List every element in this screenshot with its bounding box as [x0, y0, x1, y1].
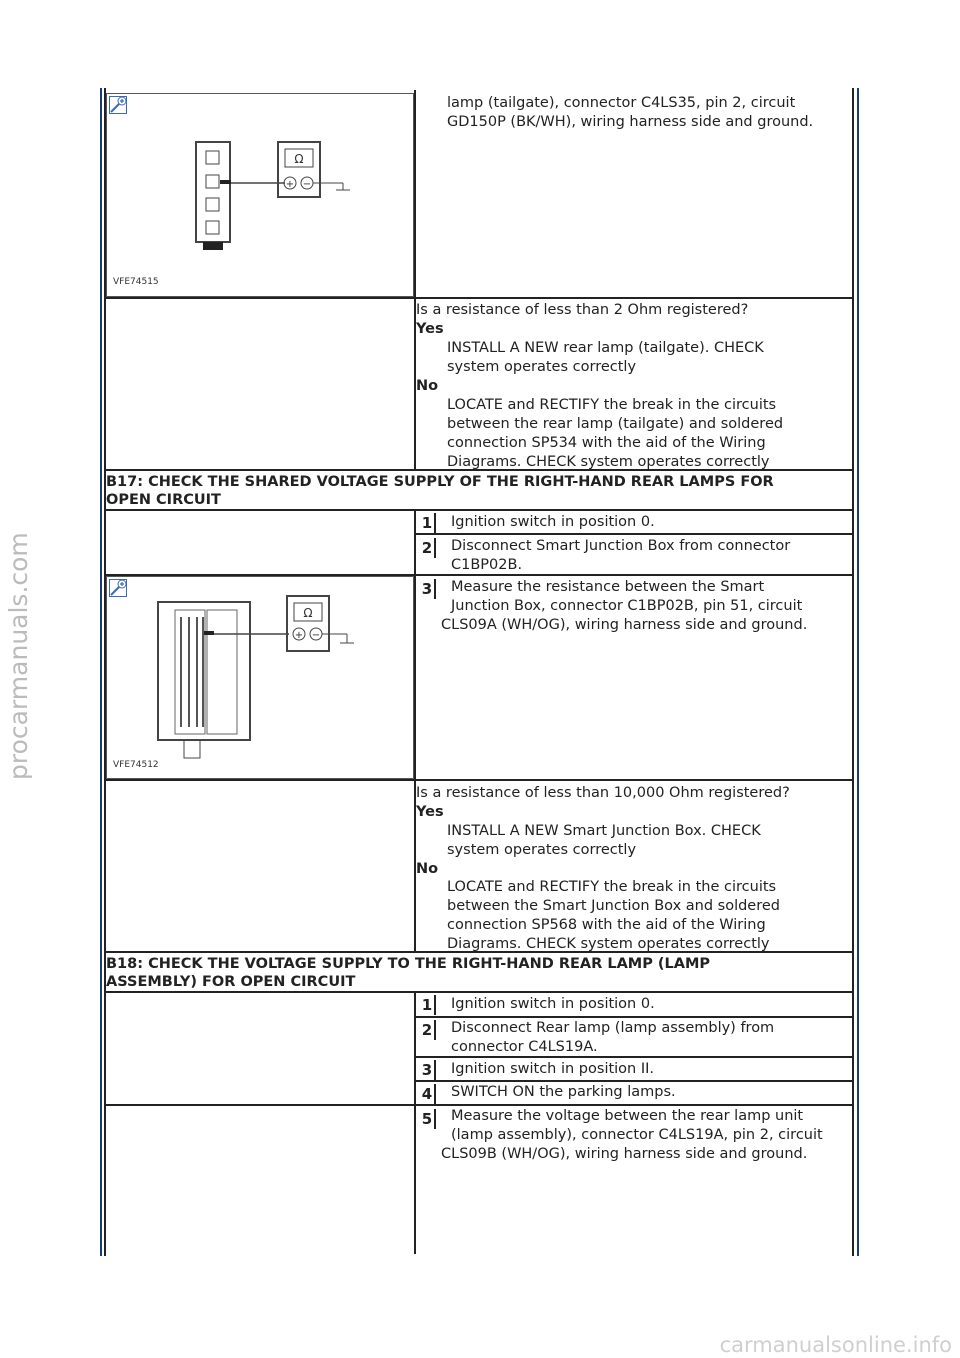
section-heading: B17: CHECK THE SHARED VOLTAGE SUPPLY OF THE RIGHT-HAND REAR LAMPS FOR	[106, 474, 774, 490]
frame-left-outer	[100, 88, 102, 1256]
no-text: between the Smart Junction Box and soldered	[447, 898, 780, 914]
figure-caption: VFE74512	[113, 760, 159, 770]
step-text: CLS09B (WH/OG), wiring harness side and ground.	[441, 1146, 808, 1162]
step-number: 5	[420, 1109, 436, 1129]
step-text: C1BP02B.	[451, 557, 523, 573]
column-divider-3	[414, 992, 416, 1254]
rule	[416, 1016, 854, 1018]
no-text: Diagrams. CHECK system operates correctly	[447, 936, 770, 952]
rule	[104, 1104, 854, 1106]
rule	[104, 297, 854, 299]
question-text: Is a resistance of less than 2 Ohm registered?	[416, 302, 749, 318]
step-text: (lamp assembly), connector C4LS19A, pin 2, circuit	[451, 1127, 823, 1143]
column-divider-2	[414, 510, 416, 952]
step-number: 2	[420, 538, 436, 558]
rule	[104, 779, 854, 781]
step-number: 3	[420, 579, 436, 599]
step-number: 3	[420, 1060, 436, 1080]
no-text: LOCATE and RECTIFY the break in the circuits	[447, 879, 777, 895]
column-divider-1	[414, 90, 416, 470]
step-text: SWITCH ON the parking lamps.	[451, 1084, 676, 1100]
footer-watermark: carmanualsonline.info	[719, 1333, 952, 1357]
step-text: Ignition switch in position II.	[451, 1061, 655, 1077]
rule	[416, 533, 854, 535]
step-text: connector C4LS19A.	[451, 1039, 598, 1055]
no-text: between the rear lamp (tailgate) and soldered	[447, 416, 784, 432]
meter-minus-symbol: −	[302, 179, 312, 190]
yes-text: INSTALL A NEW Smart Junction Box. CHECK	[447, 823, 761, 839]
no-label: No	[416, 378, 439, 394]
section-heading: B18: CHECK THE VOLTAGE SUPPLY TO THE RIGHT-HAND REAR LAMP (LAMP	[106, 956, 711, 972]
question-text: Is a resistance of less than 10,000 Ohm registered?	[416, 785, 790, 801]
step-text: Disconnect Rear lamp (lamp assembly) from	[451, 1020, 775, 1036]
step-number: 1	[420, 513, 436, 533]
no-label: No	[416, 861, 439, 877]
no-text: connection SP568 with the aid of the Wiring	[447, 917, 766, 933]
meter-ohm-symbol: Ω	[303, 606, 313, 620]
yes-text: INSTALL A NEW rear lamp (tailgate). CHECK	[447, 340, 764, 356]
yes-text: system operates correctly	[447, 842, 637, 858]
step-text: CLS09A (WH/OG), wiring harness side and ground.	[441, 617, 808, 633]
section-heading: ASSEMBLY) FOR OPEN CIRCUIT	[106, 974, 356, 990]
figure-vfe74512	[106, 576, 414, 779]
frame-right-outer	[857, 88, 859, 1256]
step-text: Measure the resistance between the Smart	[451, 579, 765, 595]
step-text: Disconnect Smart Junction Box from connector	[451, 538, 791, 554]
step-text: Ignition switch in position 0.	[451, 514, 655, 530]
yes-label: Yes	[416, 321, 444, 337]
yes-label: Yes	[416, 804, 444, 820]
step-text: Ignition switch in position 0.	[451, 996, 655, 1012]
no-text: Diagrams. CHECK system operates correctly	[447, 454, 770, 470]
junction-box-diagram	[107, 577, 413, 778]
instruction-line: lamp (tailgate), connector C4LS35, pin 2, circuit	[447, 95, 796, 111]
meter-ohm-symbol: Ω	[294, 152, 304, 166]
step-text: Junction Box, connector C1BP02B, pin 51, circuit	[451, 598, 803, 614]
no-text: LOCATE and RECTIFY the break in the circuits	[447, 397, 777, 413]
section-heading: OPEN CIRCUIT	[106, 492, 221, 508]
step-number: 1	[420, 995, 436, 1015]
figure-vfe74515	[106, 93, 414, 297]
no-text: connection SP534 with the aid of the Wiring	[447, 435, 766, 451]
meter-plus-symbol: +	[285, 179, 295, 190]
figure-caption: VFE74515	[113, 277, 159, 287]
side-watermark: procarmanuals.com	[4, 532, 33, 780]
connector-diagram	[107, 94, 413, 296]
meter-minus-symbol: −	[311, 630, 321, 641]
step-number: 4	[420, 1084, 436, 1104]
instruction-line: GD150P (BK/WH), wiring harness side and ground.	[447, 114, 814, 130]
step-number: 2	[420, 1020, 436, 1040]
step-text: Measure the voltage between the rear lamp unit	[451, 1108, 804, 1124]
rule	[416, 1080, 854, 1082]
meter-plus-symbol: +	[294, 630, 304, 641]
yes-text: system operates correctly	[447, 359, 637, 375]
